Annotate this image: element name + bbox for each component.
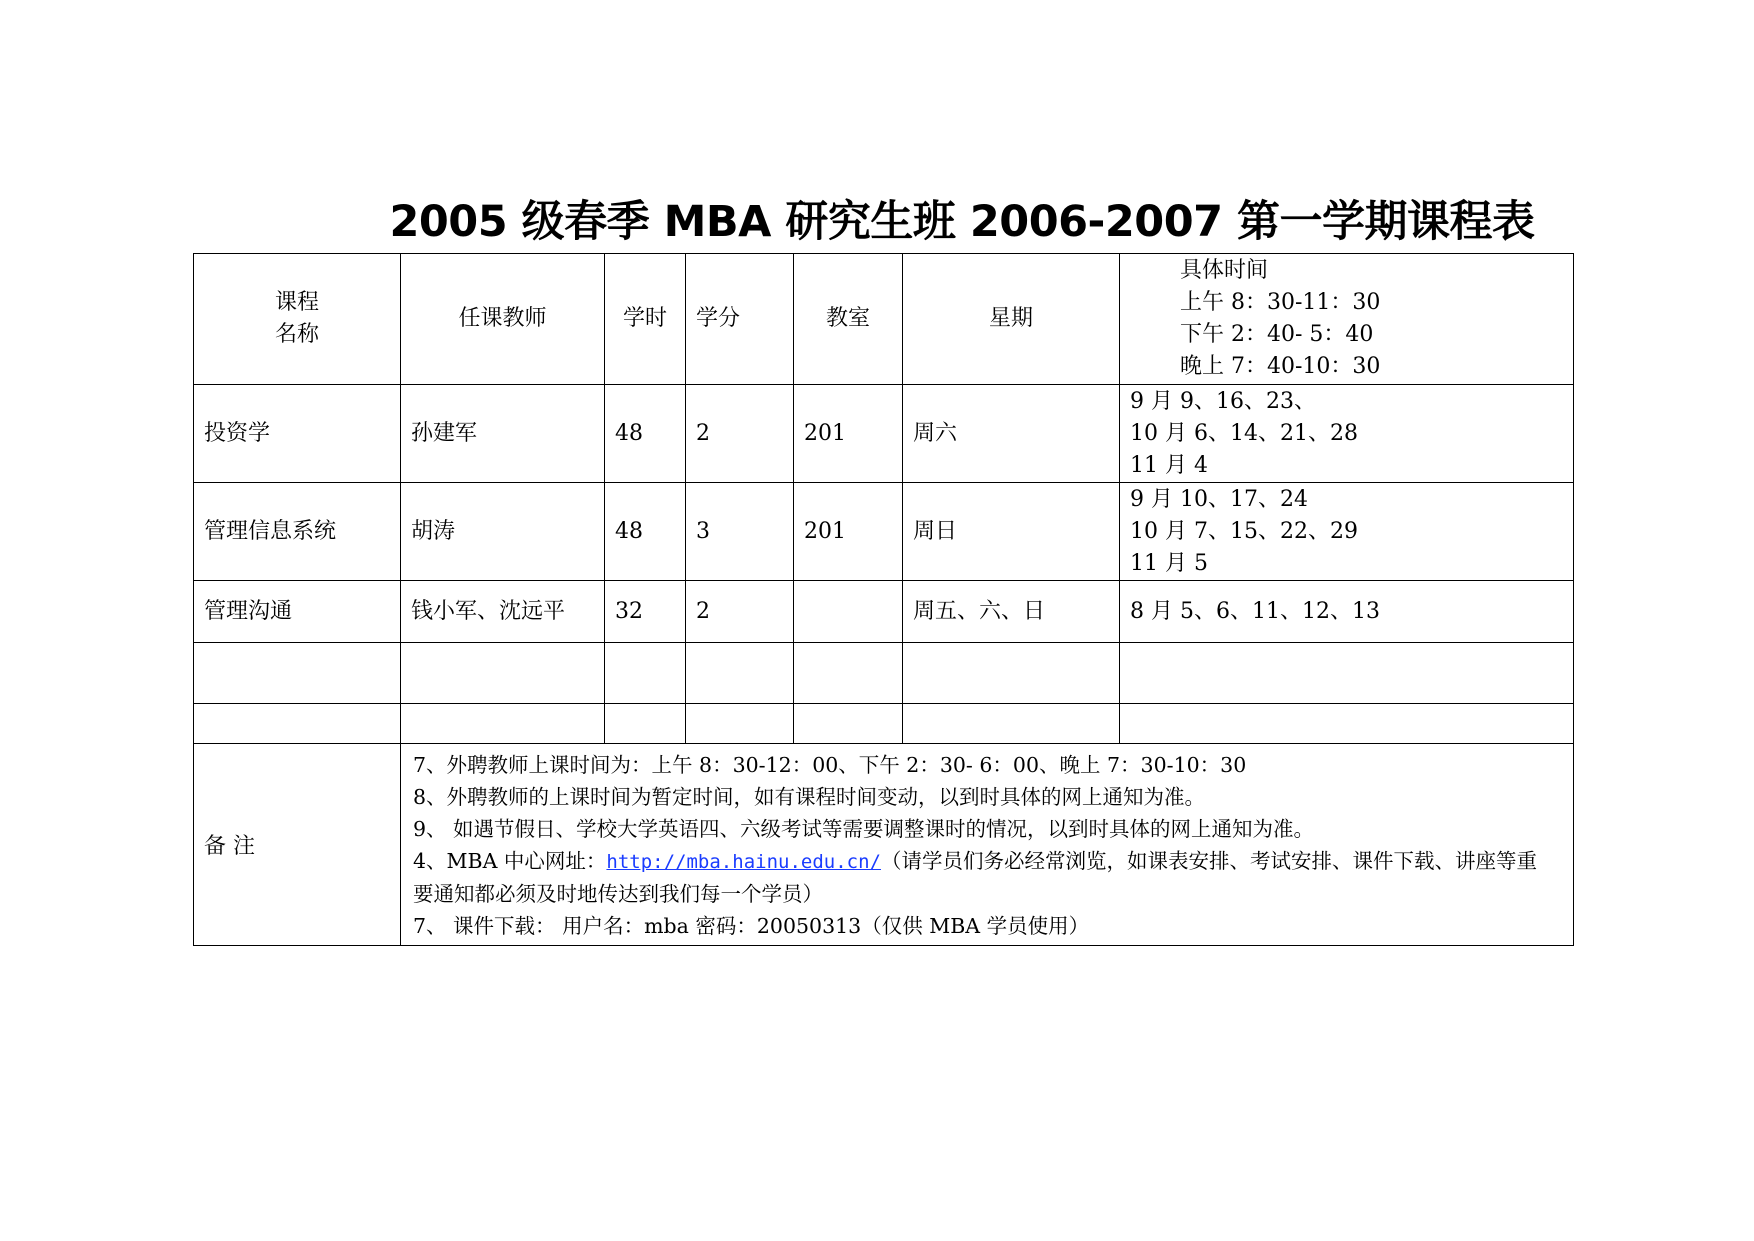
website-note: （请学员们务必经常浏览，如课表安排、考试安排、课件下载、讲座等重 — [880, 848, 1537, 873]
header-time-morning: 上午 8：30-11：30 — [1180, 290, 1381, 315]
notes-row — [194, 744, 1574, 946]
empty-cell — [794, 704, 903, 744]
empty-row — [194, 704, 1574, 744]
empty-row — [194, 643, 1574, 704]
header-time-evening: 晚上 7：40-10：30 — [1180, 354, 1381, 379]
dates-line: 9 月 9、16、23、 — [1130, 388, 1316, 414]
classroom-cell: 201 — [794, 483, 903, 581]
teacher-cell: 钱小军、沈远平 — [401, 581, 605, 643]
dates-line: 10 月 6、14、21、28 — [1130, 420, 1358, 446]
note-line: 9、 如遇节假日、学校大学英语四、六级考试等需要调整课时的情况，以到时具体的网上通知为准。 — [413, 816, 1315, 841]
note-line-website — [413, 845, 1563, 878]
empty-cell — [605, 704, 686, 744]
weekday-cell: 周六 — [903, 385, 1120, 483]
hours-cell: 48 — [605, 385, 686, 483]
dates-cell — [1120, 483, 1574, 581]
table-row — [194, 385, 1574, 483]
empty-cell — [605, 643, 686, 704]
course-schedule-table — [193, 253, 1574, 946]
header-course-name — [194, 254, 401, 385]
empty-cell — [1120, 704, 1574, 744]
hours-cell: 48 — [605, 483, 686, 581]
classroom-cell — [794, 581, 903, 643]
empty-cell — [686, 643, 794, 704]
classroom-cell: 201 — [794, 385, 903, 483]
note-line: 8、外聘教师的上课时间为暂定时间，如有课程时间变动，以到时具体的网上通知为准。 — [413, 784, 1206, 809]
header-weekday: 星期 — [903, 254, 1120, 385]
header-time — [1120, 254, 1574, 385]
website-label: 4、MBA 中心网址： — [413, 848, 607, 873]
notes-label: 备 注 — [194, 744, 401, 946]
empty-cell — [194, 643, 401, 704]
header-hours: 学时 — [605, 254, 686, 385]
table-row — [194, 483, 1574, 581]
empty-cell — [401, 704, 605, 744]
table-header-row — [194, 254, 1574, 385]
credits-cell: 3 — [686, 483, 794, 581]
header-course-name-line2: 名称 — [274, 322, 319, 347]
header-classroom: 教室 — [794, 254, 903, 385]
table-row — [194, 581, 1574, 643]
note-line: 要通知都必须及时地传达到我们每一个学员） — [413, 881, 823, 906]
hours-cell: 32 — [605, 581, 686, 643]
teacher-cell: 胡涛 — [401, 483, 605, 581]
teacher-cell: 孙建军 — [401, 385, 605, 483]
notes-content — [401, 744, 1574, 946]
dates-line: 10 月 7、15、22、29 — [1130, 518, 1358, 544]
empty-cell — [1120, 643, 1574, 704]
credits-cell: 2 — [686, 581, 794, 643]
header-course-name-line1: 课程 — [274, 290, 319, 315]
course-name-cell: 管理信息系统 — [194, 483, 401, 581]
page-title: 2005 级春季 MBA 研究生班 2006-2007 第一学期课程表 — [389, 197, 1535, 247]
course-name-cell: 投资学 — [194, 385, 401, 483]
weekday-cell: 周日 — [903, 483, 1120, 581]
header-credits: 学分 — [686, 254, 794, 385]
header-teacher: 任课教师 — [401, 254, 605, 385]
note-line-download: 7、 课件下载： 用户名：mba 密码：20050313（仅供 MBA 学员使用） — [413, 913, 1090, 938]
header-time-title: 具体时间 — [1180, 258, 1269, 283]
empty-cell — [401, 643, 605, 704]
credits-cell: 2 — [686, 385, 794, 483]
empty-cell — [903, 704, 1120, 744]
dates-line: 11 月 5 — [1130, 550, 1208, 576]
dates-line: 11 月 4 — [1130, 452, 1208, 478]
empty-cell — [903, 643, 1120, 704]
empty-cell — [794, 643, 903, 704]
note-line: 7、外聘教师上课时间为：上午 8：30-12：00、下午 2：30- 6：00、晚上 7：30-10：30 — [413, 752, 1247, 777]
dates-cell — [1120, 385, 1574, 483]
dates-cell: 8 月 5、6、11、12、13 — [1120, 581, 1574, 643]
empty-cell — [686, 704, 794, 744]
website-link[interactable]: http://mba.hainu.edu.cn/ — [606, 850, 881, 873]
dates-line: 9 月 10、17、24 — [1130, 486, 1308, 512]
header-time-afternoon: 下午 2：40- 5：40 — [1180, 322, 1374, 347]
course-name-cell: 管理沟通 — [194, 581, 401, 643]
empty-cell — [194, 704, 401, 744]
weekday-cell: 周五、六、日 — [903, 581, 1120, 643]
